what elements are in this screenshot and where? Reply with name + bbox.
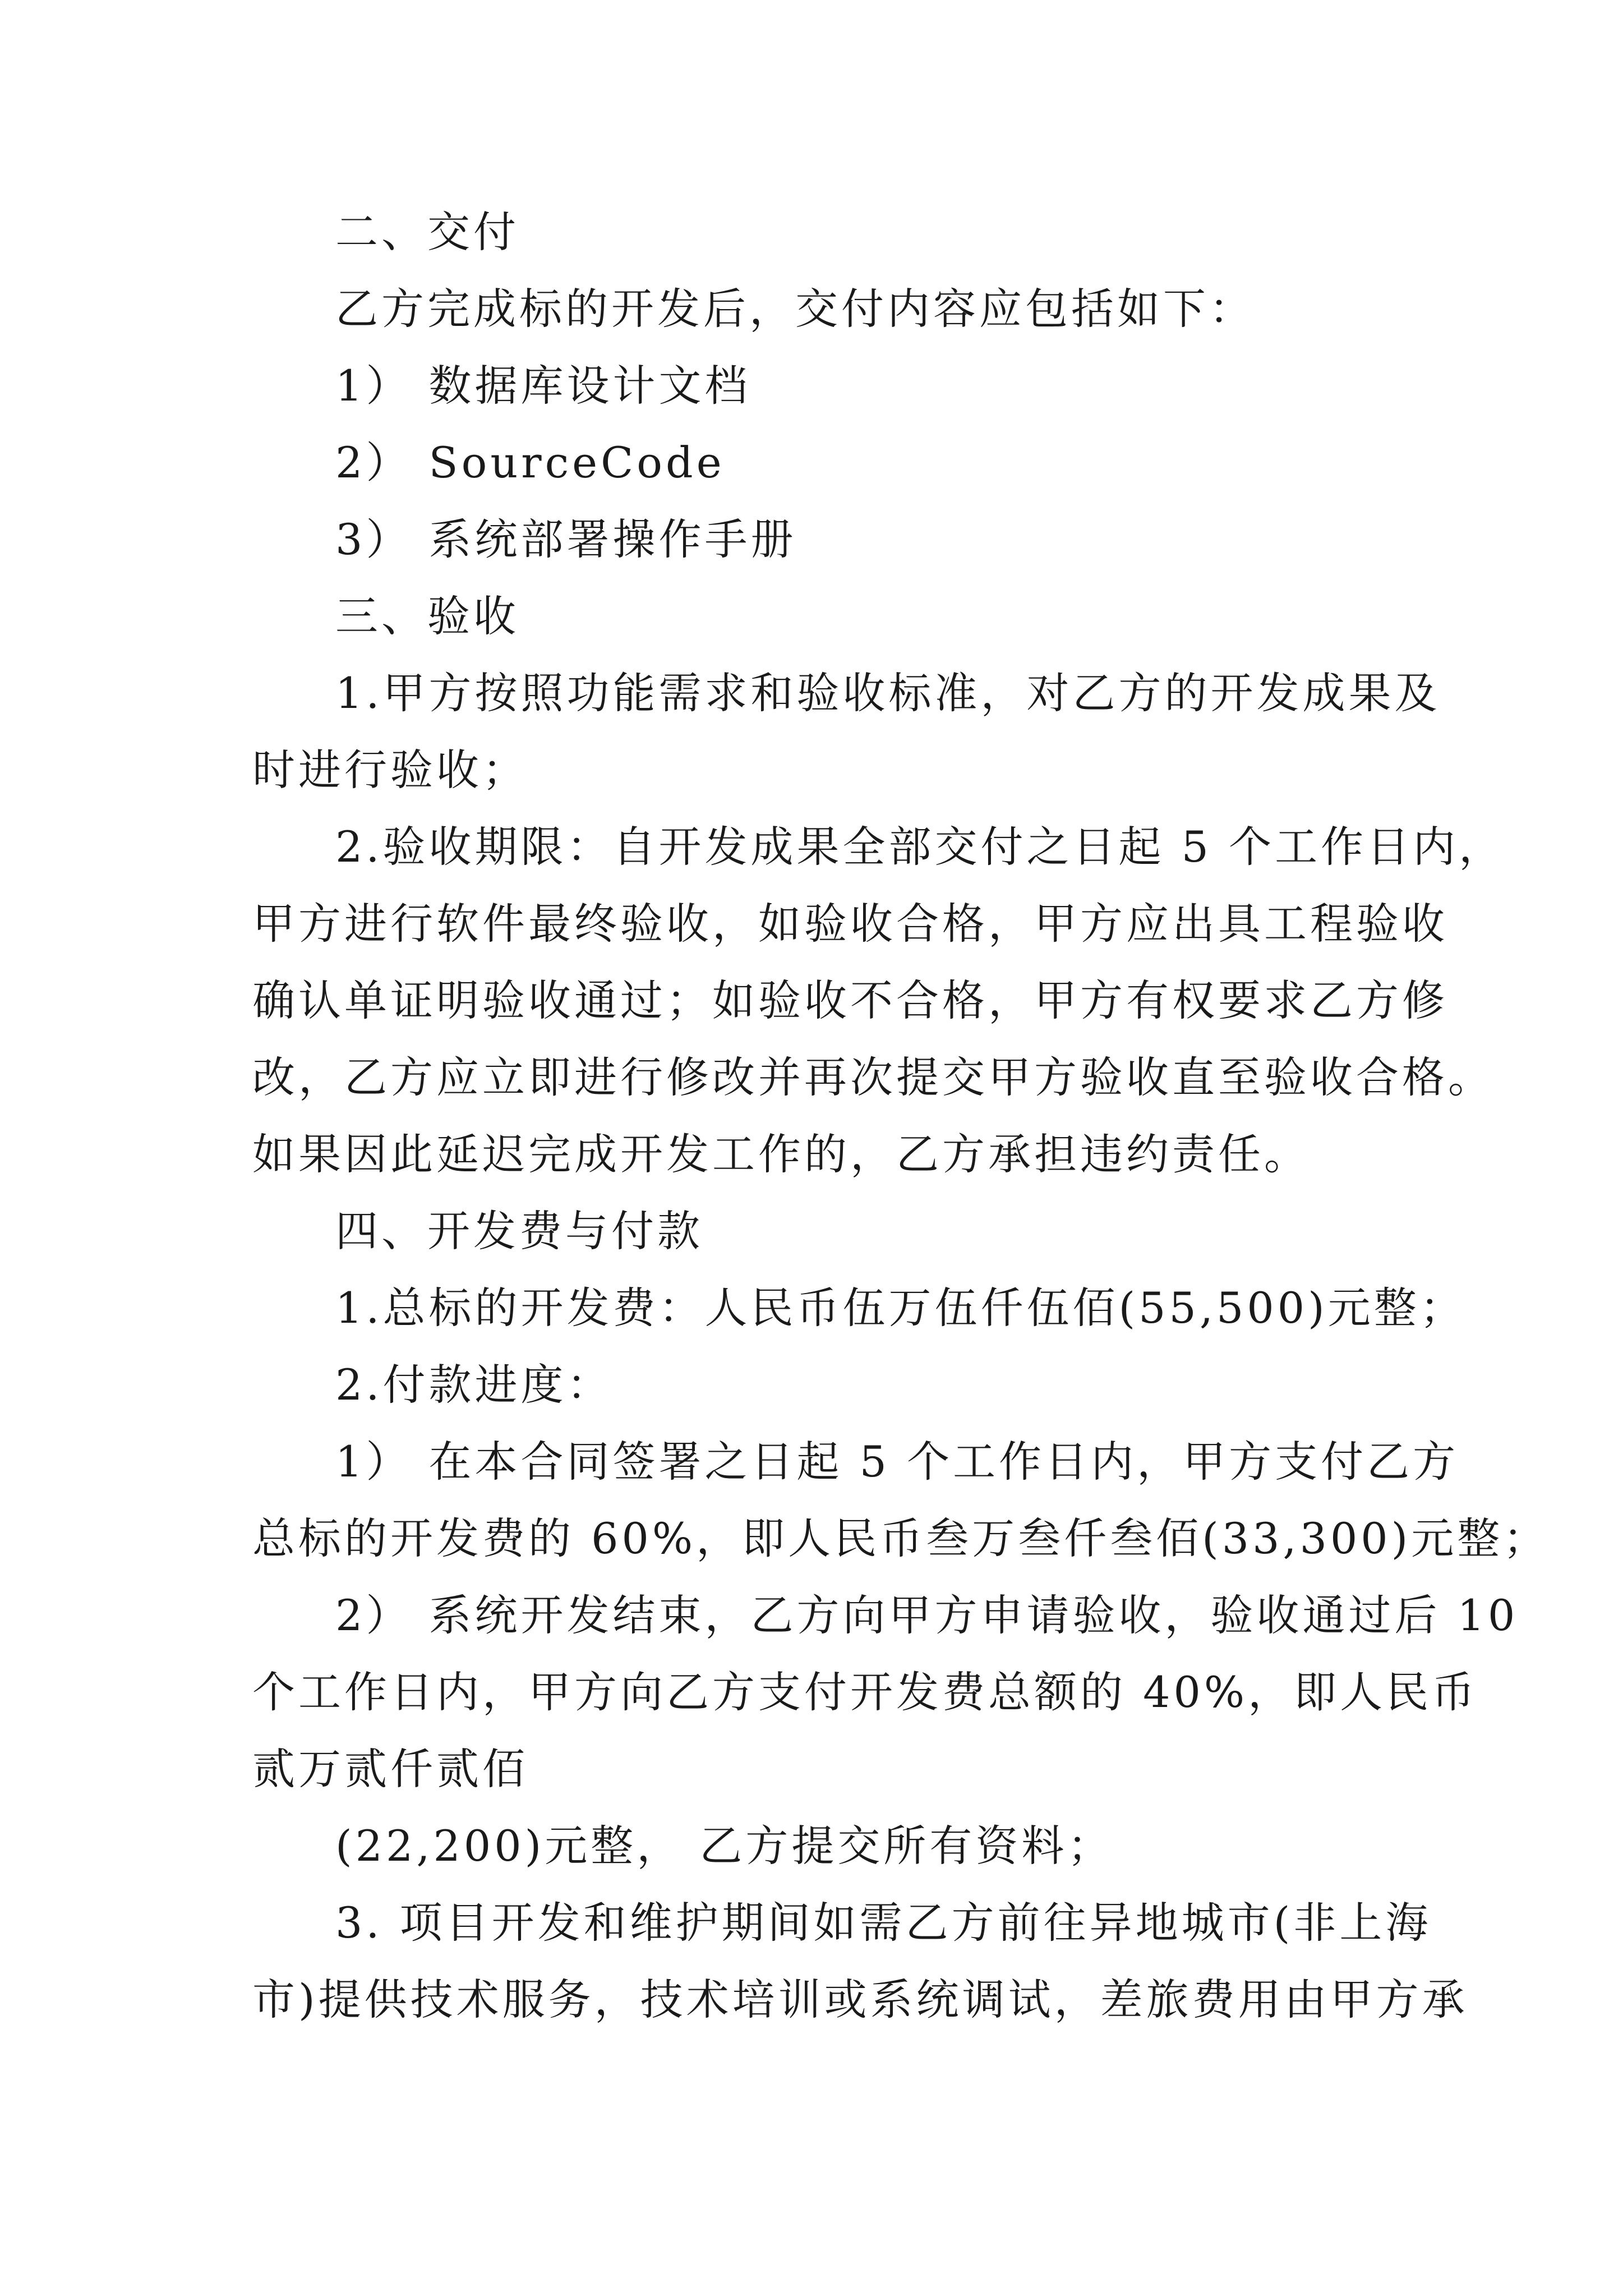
- list-item: 2） 系统开发结束，乙方向甲方申请验收，验收通过后 10: [335, 1590, 1519, 1640]
- paragraph-line: 个工作日内，甲方向乙方支付开发费总额的 40%，即人民币: [252, 1667, 1478, 1717]
- paragraph-line: 总标的开发费的 60%，即人民币叁万叁仟叁佰(33,300)元整；: [252, 1513, 1550, 1563]
- paragraph-line: 3. 项目开发和维护期间如需乙方前往异地城市(非上海: [335, 1898, 1432, 1948]
- paragraph-line: 市)提供技术服务，技术培训或系统调试，差旅费用由甲方承: [252, 1975, 1468, 2024]
- paragraph-line: 时进行验收；: [252, 745, 528, 795]
- list-item: 3） 系统部署操作手册: [335, 514, 797, 564]
- section-heading-delivery: 二、交付: [335, 207, 519, 257]
- paragraph-line: 1.甲方按照功能需求和验收标准，对乙方的开发成果及: [335, 668, 1441, 718]
- paragraph-line: 改，乙方应立即进行修改并再次提交甲方验收直至验收合格。: [252, 1052, 1494, 1102]
- paragraph-line: 贰万贰仟贰佰: [252, 1744, 528, 1794]
- paragraph-line: 2.付款进度：: [335, 1360, 613, 1410]
- paragraph-line: 甲方进行软件最终验收，如验收合格，甲方应出具工程验收: [252, 899, 1448, 949]
- paragraph-line: 乙方完成标的开发后，交付内容应包括如下：: [335, 284, 1255, 334]
- section-heading-acceptance: 三、验收: [335, 591, 519, 641]
- paragraph-line: (22,200)元整， 乙方提交所有资料；: [335, 1821, 1114, 1871]
- list-item: 1） 在本合同签署之日起 5 个工作日内，甲方支付乙方: [335, 1437, 1459, 1487]
- paragraph-line: 确认单证明验收通过；如验收不合格，甲方有权要求乙方修: [252, 976, 1448, 1025]
- list-item: 1） 数据库设计文档: [335, 361, 751, 411]
- section-heading-fees-payment: 四、开发费与付款: [335, 1206, 703, 1256]
- list-item: 2） SourceCode: [335, 438, 725, 487]
- document-page: [252, 194, 1550, 2038]
- paragraph-line: 1.总标的开发费：人民币伍万伍仟伍佰(55,500)元整；: [335, 1283, 1466, 1333]
- paragraph-line: 如果因此延迟完成开发工作的，乙方承担违约责任。: [252, 1129, 1310, 1179]
- paragraph-line: 2.验收期限：自开发成果全部交付之日起 5 个工作日内，: [335, 822, 1505, 872]
